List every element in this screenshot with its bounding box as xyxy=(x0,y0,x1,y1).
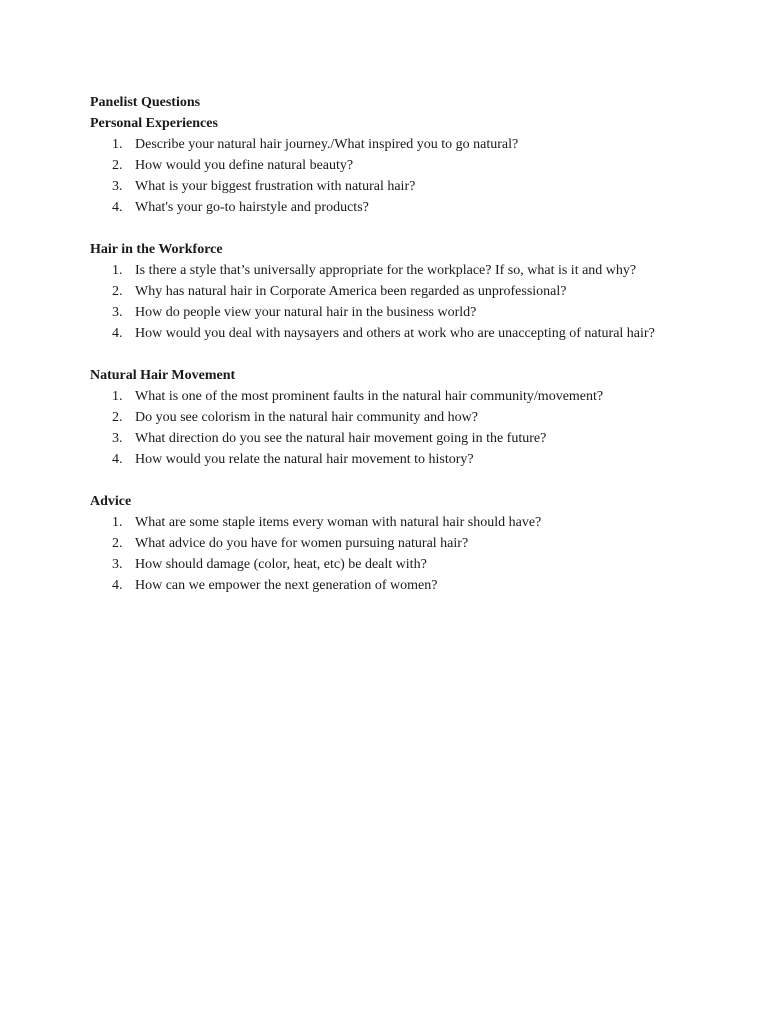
question-item xyxy=(90,155,710,176)
question-item xyxy=(90,302,710,323)
question-text: Is there a style that’s universally appropriate for the workplace? If so, what is it and why? xyxy=(135,263,637,278)
question-text: What's your go-to hairstyle and products? xyxy=(135,200,369,215)
question-text: What direction do you see the natural hair movement going in the future? xyxy=(135,431,547,446)
question-text: Describe your natural hair journey./What inspired you to go natural? xyxy=(135,137,519,152)
question-text: What is your biggest frustration with natural hair? xyxy=(135,179,416,194)
question-number: 4. xyxy=(112,452,123,467)
question-item xyxy=(90,554,710,575)
question-text: What advice do you have for women pursuing natural hair? xyxy=(135,536,469,551)
section-heading: Personal Experiences xyxy=(90,116,218,131)
section-heading: Natural Hair Movement xyxy=(90,368,236,383)
question-text: How can we empower the next generation of women? xyxy=(135,578,438,593)
question-number: 2. xyxy=(112,158,123,173)
question-item xyxy=(90,176,710,197)
document-page xyxy=(90,92,710,617)
question-number: 1. xyxy=(112,389,123,404)
question-number: 1. xyxy=(112,263,123,278)
question-number: 4. xyxy=(112,200,123,215)
question-item xyxy=(90,386,710,407)
question-list xyxy=(90,386,710,470)
section-natural-hair-movement xyxy=(90,365,710,470)
question-item xyxy=(90,323,710,344)
question-number: 4. xyxy=(112,326,123,341)
section-heading: Advice xyxy=(90,494,132,509)
question-item xyxy=(90,449,710,470)
document-title: Panelist Questions xyxy=(90,95,201,110)
question-text: Do you see colorism in the natural hair community and how? xyxy=(135,410,478,425)
question-number: 4. xyxy=(112,578,123,593)
question-text: How should damage (color, heat, etc) be dealt with? xyxy=(135,557,427,572)
question-item xyxy=(90,407,710,428)
question-number: 3. xyxy=(112,179,123,194)
question-number: 3. xyxy=(112,305,123,320)
question-number: 1. xyxy=(112,137,123,152)
question-text: What is one of the most prominent faults in the natural hair community/movement? xyxy=(135,389,604,404)
question-item xyxy=(90,533,710,554)
section-personal-experiences xyxy=(90,113,710,218)
question-item xyxy=(90,512,710,533)
question-text: How do people view your natural hair in the business world? xyxy=(135,305,477,320)
question-text: What are some staple items every woman with natural hair should have? xyxy=(135,515,542,530)
question-list xyxy=(90,260,710,344)
section-heading: Hair in the Workforce xyxy=(90,242,223,257)
question-number: 2. xyxy=(112,410,123,425)
question-number: 3. xyxy=(112,431,123,446)
question-number: 1. xyxy=(112,515,123,530)
question-item xyxy=(90,281,710,302)
question-number: 3. xyxy=(112,557,123,572)
question-number: 2. xyxy=(112,536,123,551)
question-item xyxy=(90,197,710,218)
question-list xyxy=(90,134,710,218)
question-text: How would you relate the natural hair movement to history? xyxy=(135,452,474,467)
question-text: Why has natural hair in Corporate America been regarded as unprofessional? xyxy=(135,284,567,299)
section-advice xyxy=(90,491,710,596)
question-item xyxy=(90,428,710,449)
question-item xyxy=(90,260,710,281)
question-text: How would you deal with naysayers and others at work who are unaccepting of natural hair? xyxy=(135,326,655,341)
question-list xyxy=(90,512,710,596)
question-item xyxy=(90,575,710,596)
section-hair-in-the-workforce xyxy=(90,239,710,344)
question-number: 2. xyxy=(112,284,123,299)
question-text: How would you define natural beauty? xyxy=(135,158,354,173)
question-item xyxy=(90,134,710,155)
